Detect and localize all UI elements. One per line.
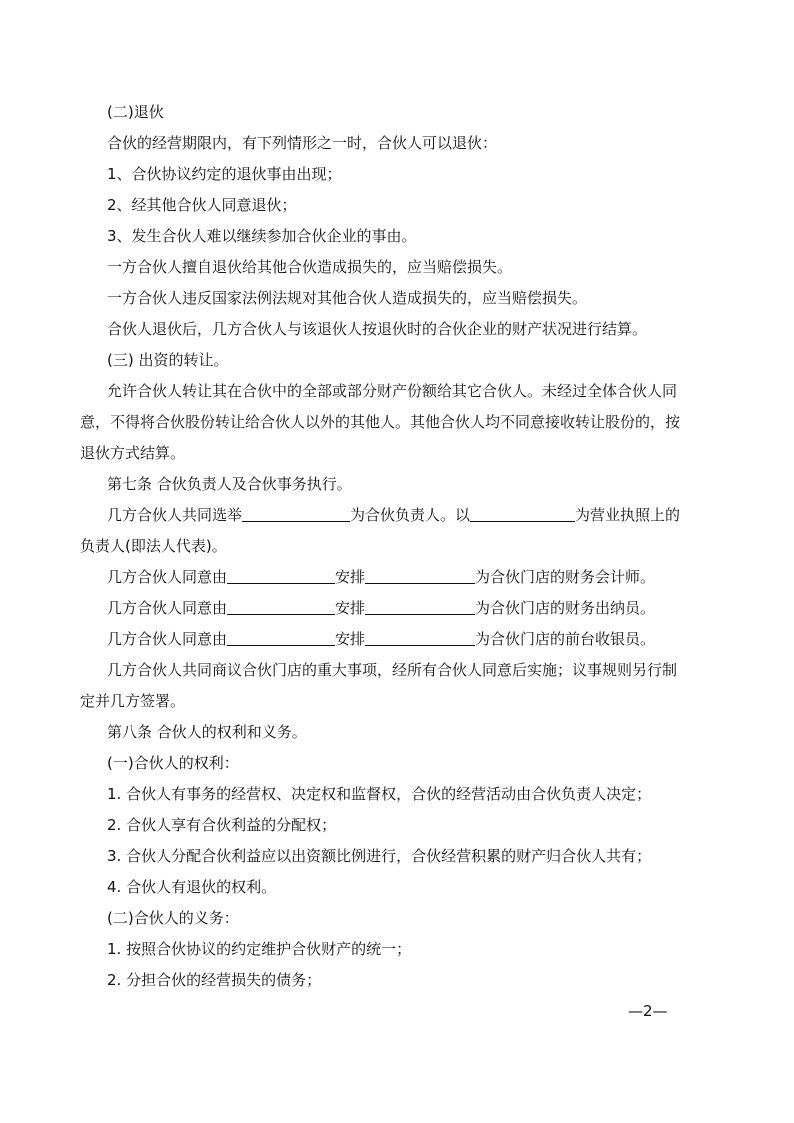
blank-field[interactable] xyxy=(365,599,475,615)
text-segment: 安排 xyxy=(335,599,366,617)
document-body xyxy=(80,97,719,996)
page-number: —2— xyxy=(628,1002,668,1020)
blank-field[interactable] xyxy=(470,506,575,522)
blank-field[interactable] xyxy=(227,568,335,584)
article-heading-7: 第七条 合伙负责人及合伙事务执行。 xyxy=(107,475,352,493)
text-segment: 几方合伙人同意由 xyxy=(107,568,228,586)
paragraph: 合伙的经营期限内，有下列情形之一时，合伙人可以退伙： xyxy=(107,134,498,152)
section-heading-withdrawal: (二)退伙 xyxy=(107,103,164,121)
blank-field[interactable] xyxy=(242,506,350,522)
fill-in-line-accountant xyxy=(107,562,719,593)
text-segment: 为合伙门店的财务出纳员。 xyxy=(475,599,656,617)
list-item: 3. 合伙人分配合伙利益应以出资额比例进行，合伙经营积累的财产归合伙人共有； xyxy=(107,847,652,865)
paragraph: 允许合伙人转让其在合伙中的全部或部分财产份额给其它合伙人。未经过全体合伙人同 xyxy=(107,382,678,400)
paragraph: 一方合伙人违反国家法例法规对其他合伙人造成损失的，应当赔偿损失。 xyxy=(107,289,588,307)
paragraph-continuation: 退伙方式结算。 xyxy=(80,444,186,462)
blank-field[interactable] xyxy=(227,630,335,646)
text-segment: 几方合伙人共同选举 xyxy=(107,506,243,524)
list-item: 1. 合伙人有事务的经营权、决定权和监督权，合伙的经营活动由合伙负责人决定； xyxy=(107,785,652,803)
paragraph: 合伙人退伙后，几方合伙人与该退伙人按退伙时的合伙企业的财产状况进行结算。 xyxy=(107,320,648,338)
subsection-heading-obligations: (二)合伙人的义务： xyxy=(107,909,239,927)
paragraph-continuation: 负责人(即法人代表)。 xyxy=(80,537,227,555)
text-segment: 为合伙负责人。以 xyxy=(350,506,471,524)
list-item: 3、发生合伙人难以继续参加合伙企业的事由。 xyxy=(107,227,417,245)
list-item: 2、经其他合伙人同意退伙； xyxy=(107,196,297,214)
list-item: 1. 按照合伙协议的约定维护合伙财产的统一； xyxy=(107,940,412,958)
list-item: 2. 分担合伙的经营损失的债务； xyxy=(107,971,322,989)
blank-field[interactable] xyxy=(365,568,475,584)
paragraph-continuation: 定并几方签署。 xyxy=(80,692,186,710)
section-heading-transfer: (三) 出资的转让。 xyxy=(107,351,229,369)
fill-in-line-cashier xyxy=(107,593,719,624)
article-heading-8: 第八条 合伙人的权利和义务。 xyxy=(107,723,307,741)
text-segment: 几方合伙人同意由 xyxy=(107,630,228,648)
list-item: 4. 合伙人有退伙的权利。 xyxy=(107,878,277,896)
paragraph-continuation: 意，不得将合伙股份转让给合伙人以外的其他人。其他合伙人均不同意接收转让股份的，按 xyxy=(80,413,681,431)
paragraph: 几方合伙人共同商议合伙门店的重大事项，经所有合伙人同意后实施；议事规则另行制 xyxy=(107,661,678,679)
fill-in-line-responsible-person xyxy=(107,500,719,531)
text-segment: 为营业执照上的 xyxy=(575,506,681,524)
text-segment: 安排 xyxy=(335,568,366,586)
fill-in-line-receptionist xyxy=(107,624,719,655)
text-segment: 几方合伙人同意由 xyxy=(107,599,228,617)
list-item: 1、合伙协议约定的退伙事由出现； xyxy=(107,165,342,183)
text-segment: 安排 xyxy=(335,630,366,648)
text-segment: 为合伙门店的财务会计师。 xyxy=(475,568,656,586)
paragraph: 一方合伙人擅自退伙给其他合伙造成损失的，应当赔偿损失。 xyxy=(107,258,513,276)
blank-field[interactable] xyxy=(365,630,475,646)
blank-field[interactable] xyxy=(227,599,335,615)
text-segment: 为合伙门店的前台收银员。 xyxy=(475,630,656,648)
subsection-heading-rights: (一)合伙人的权利： xyxy=(107,754,239,772)
list-item: 2. 合伙人享有合伙利益的分配权； xyxy=(107,816,337,834)
